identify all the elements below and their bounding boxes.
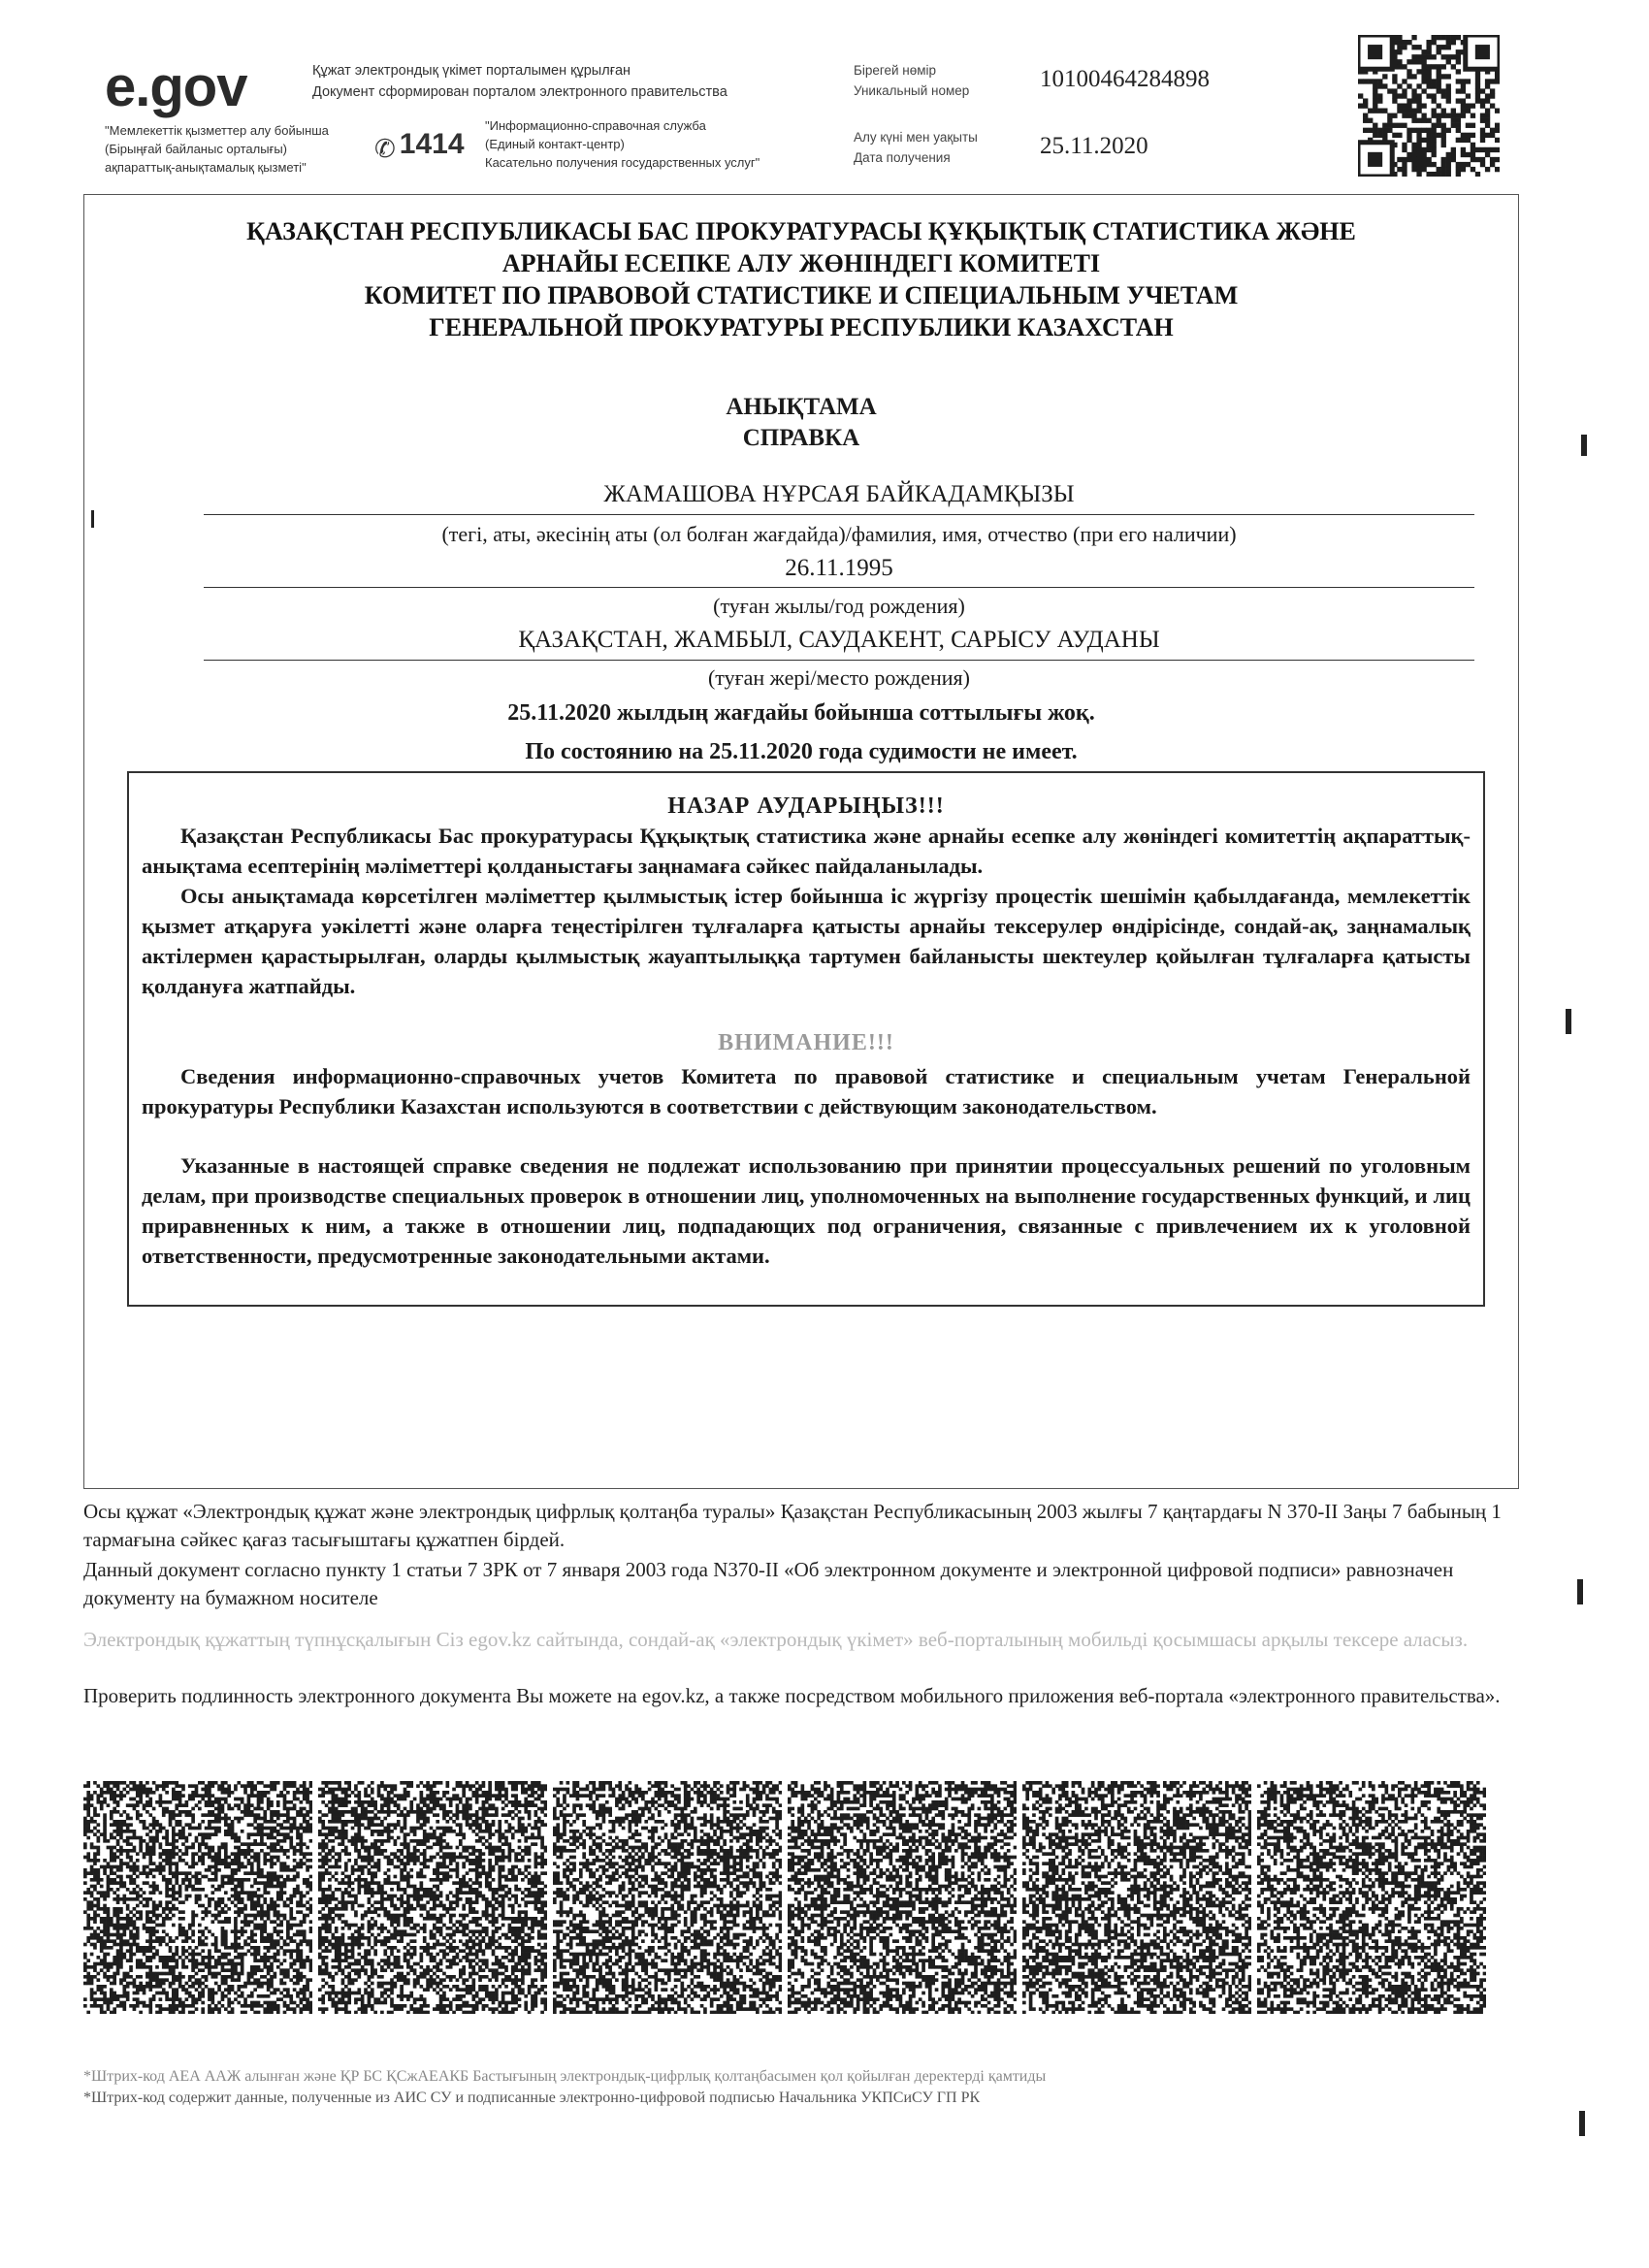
document-type: АНЫҚТАМА СПРАВКА xyxy=(726,394,877,451)
attention-text-kz-1: Қазақстан Республикасы Бас прокуратурасы Құқықтық статистика және арнайы есепке алу жөніндегі комитеттің ақпараттық-анықтама есептерінің мәліметтері қолданыстағы заңнамаға сәйкес пайдаланылады. xyxy=(142,824,1471,878)
qr-code-icon xyxy=(1358,35,1500,177)
service-note-ru: "Информационно-справочная служба (Единый контакт-центр) Касательно получения государственных услуг" xyxy=(485,118,760,170)
birth-date-caption: (туған жылы/год рождения) xyxy=(713,594,965,618)
name-underline xyxy=(204,514,1474,515)
birth-place: ҚАЗАҚСТАН, ЖАМБЫЛ, САУДАКЕНТ, САРЫСУ АУДАНЫ xyxy=(518,627,1160,653)
barcode-block xyxy=(83,1781,312,2014)
portal-note-kz: Құжат электрондық үкімет порталымен құрылған xyxy=(312,63,631,79)
unique-number-label: Бірегей нөмір Уникальный номер xyxy=(854,63,970,98)
birth-date: 26.11.1995 xyxy=(785,555,893,581)
barcode-note-ru: *Штрих-код содержит данные, полученные из АИС СУ и подписанные электронно-цифровой подписью Начальника УКПСиСУ ГП РК xyxy=(83,2090,981,2106)
scan-mark xyxy=(91,510,94,528)
barcode-notes xyxy=(83,2066,1519,2109)
egov-logo: e.gov xyxy=(105,55,247,118)
scan-mark xyxy=(1581,435,1587,456)
legal-note-kz: Осы құжат «Электрондық құжат және электрондық цифрлық қолтаңба туралы» Қазақстан Республикасының 2003 жылғы 7 қаңтардағы N 370-II Заңы 7 бабының 1 тармағына сәйкес қағаз тасығыштағы құжатпен бірдей. xyxy=(83,1500,1502,1551)
barcode-block xyxy=(1022,1781,1251,2014)
attention-text-kz-2: Осы анықтамада көрсетілген мәліметтер қылмыстық істер бойынша іс жүргізу процестік шешімін қабылдағанда, мемлекеттік қызмет атқаруға уәкілетті және оларға теңестірілген тұлғаларға қатысты арнайы тексерулер өндірісінде, сондай-ақ, заңнамалық актілермен қарастырылған, оларды қылмыстық жауаптылыққа тартумен байланысты шектеулер қойылған тұлғаларға қатысты қолдануға жатпайды. xyxy=(142,884,1471,998)
phone-icon: ✆ xyxy=(374,135,396,164)
attention-text-ru-1: Сведения информационно-справочных учетов Комитета по правовой статистике и специальным учетам Генеральной прокуратуры Республики Казахстан используются в соответствии с действующим законодательством. xyxy=(142,1064,1471,1118)
attention-title-kz: НАЗАР АУДАРЫҢЫЗ!!! xyxy=(667,794,945,819)
verify-note-kz: Электрондық құжаттың түпнұсқалығын Сіз egov.kz сайтында, сондай-ақ «электрондық үкімет» веб-порталының мобильді қосымшасы арқылы тексере аласыз. xyxy=(83,1628,1469,1651)
service-note-kz: "Мемлекеттік қызметтер алу бойынша (Бірыңғай байланыс орталығы) ақпараттық-анықтамалық қызметі" xyxy=(105,123,329,175)
unique-number: 10100464284898 xyxy=(1040,66,1210,92)
phone-number: 1414 xyxy=(399,128,465,160)
barcode-strip xyxy=(83,1781,1488,2014)
barcode-block xyxy=(788,1781,1017,2014)
record-status-ru: По состоянию на 25.11.2020 года судимости не имеет. xyxy=(525,739,1078,764)
legal-note-ru: Данный документ согласно пункту 1 статьи 7 ЗРК от 7 января 2003 года N370-II «Об электронном документе и электронной цифровой подписи» равнозначен документу на бумажном носителе xyxy=(83,1558,1454,1609)
barcode-block xyxy=(553,1781,782,2014)
verify-note-ru: Проверить подлинность электронного документа Вы можете на egov.kz, а также посредством мобильного приложения веб-портала «электронного правительства». xyxy=(83,1684,1501,1707)
receipt-date: 25.11.2020 xyxy=(1040,133,1148,159)
attention-title-ru: ВНИМАНИЕ!!! xyxy=(718,1030,894,1055)
full-name: ЖАМАШОВА НҰРСАЯ БАЙКАДАМҚЫЗЫ xyxy=(603,481,1075,507)
issuer-title: ҚАЗАҚСТАН РЕСПУБЛИКАСЫ БАС ПРОКУРАТУРАСЫ ҚҰҚЫҚТЫҚ СТАТИСТИКА ЖӘНЕ АРНАЙЫ ЕСЕПКЕ АЛУ ЖӨНІНДЕГІ КОМИТЕТІ КОМИТЕТ ПО ПРАВОВОЙ СТАТИСТИКЕ И СПЕЦИАЛЬНЫМ УЧЕТАМ ГЕНЕРАЛЬНОЙ ПРОКУРАТУРЫ РЕСПУБЛИКИ КАЗАХСТАН xyxy=(246,217,1356,341)
birth-place-underline xyxy=(204,660,1474,661)
scan-mark xyxy=(1566,1009,1571,1034)
portal-note-ru: Документ сформирован порталом электронного правительства xyxy=(312,84,728,100)
barcode-block xyxy=(1257,1781,1486,2014)
birth-date-underline xyxy=(204,587,1474,588)
barcode-block xyxy=(318,1781,547,2014)
scan-mark xyxy=(1579,2111,1585,2136)
birth-place-caption: (туған жері/место рождения) xyxy=(707,665,971,690)
scan-mark xyxy=(1577,1579,1583,1604)
phone-block xyxy=(374,128,465,164)
record-status-kz: 25.11.2020 жылдың жағдайы бойынша соттылығы жоқ. xyxy=(507,700,1095,726)
date-label: Алу күні мен уақыты Дата получения xyxy=(854,130,978,165)
attention-text-ru-2: Указанные в настоящей справке сведения не подлежат использованию при принятии процессуальных решений по уголовным делам, при производстве специальных проверок в отношении лиц, уполномоченных на выполнение государственных функций, и лиц приравненных к ним, а также в отношении лиц, подпадающих под ограничения, связанные с привлечением их к уголовной ответственности, предусмотренные законодательными актами. xyxy=(142,1153,1471,1268)
name-caption: (тегі, аты, әкесінің аты (ол болған жағдайда)/фамилия, имя, отчество (при его наличии) xyxy=(441,522,1237,546)
barcode-note-kz: *Штрих-код АЕА ААЖ алынған және ҚР БС ҚСжАЕАКБ Бастығының электрондық-цифрлық қолтаңбасымен қол қойылған деректерді қамтиды xyxy=(83,2068,1047,2085)
